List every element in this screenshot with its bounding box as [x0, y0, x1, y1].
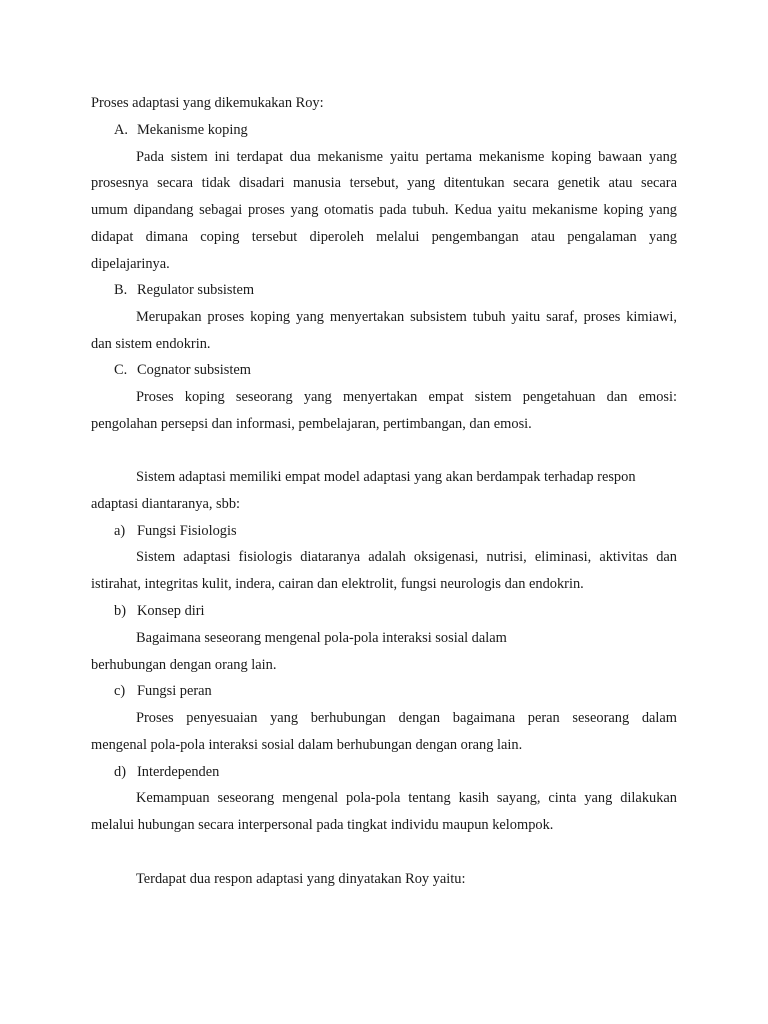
paragraph-line: didapat dimana coping tersebut diperoleh melalui pengembangan atau pengalaman yang	[91, 229, 677, 245]
paragraph-line: istirahat, integritas kulit, indera, cairan dan elektrolit, fungsi neurologis dan endokrin.	[91, 576, 584, 592]
paragraph-line: Bagaimana seseorang mengenal pola-pola interaksi sosial dalam	[136, 630, 507, 646]
section-heading-cognator-subsistem: Cognator subsistem	[137, 362, 251, 378]
list-label-a: A.	[114, 122, 128, 138]
paragraph-line: Sistem adaptasi fisiologis diataranya adalah oksigenasi, nutrisi, eliminasi, aktivitas dan	[136, 549, 677, 565]
list-label-c-lower: c)	[114, 683, 126, 699]
closing-line: Terdapat dua respon adaptasi yang dinyatakan Roy yaitu:	[136, 871, 466, 887]
paragraph-line: Kemampuan seseorang mengenal pola-pola tentang kasih sayang, cinta yang dilakukan	[136, 790, 677, 806]
section-heading-fungsi-fisiologis: Fungsi Fisiologis	[137, 523, 237, 539]
list-label-d-lower: d)	[114, 764, 126, 780]
section-heading-konsep-diri: Konsep diri	[137, 603, 205, 619]
list-label-b-lower: b)	[114, 603, 126, 619]
paragraph-line: berhubungan dengan orang lain.	[91, 657, 277, 673]
paragraph-line: dipelajarinya.	[91, 256, 170, 272]
paragraph-line: Proses koping seseorang yang menyertakan empat sistem pengetahuan dan emosi:	[136, 389, 677, 405]
paragraph-line: Merupakan proses koping yang menyertakan subsistem tubuh yaitu saraf, proses kimiawi,	[136, 309, 677, 325]
paragraph-line: Pada sistem ini terdapat dua mekanisme yaitu pertama mekanisme koping bawaan yang	[136, 149, 677, 165]
paragraph-line: pengolahan persepsi dan informasi, pembelajaran, pertimbangan, dan emosi.	[91, 416, 532, 432]
paragraph-line: prosesnya secara tidak disadari manusia tersebut, yang ditentukan secara genetik atau secara	[91, 175, 677, 191]
list-label-c: C.	[114, 362, 128, 378]
paragraph-line: dan sistem endokrin.	[91, 336, 211, 352]
intro-line: Proses adaptasi yang dikemukakan Roy:	[91, 95, 324, 111]
list-label-b: B.	[114, 282, 128, 298]
paragraph-line: adaptasi diantaranya, sbb:	[91, 496, 241, 512]
paragraph-line: Sistem adaptasi memiliki empat model adaptasi yang akan berdampak terhadap respon	[136, 469, 636, 485]
section-heading-fungsi-peran: Fungsi peran	[137, 683, 212, 699]
paragraph-line: mengenal pola-pola interaksi sosial dalam berhubungan dengan orang lain.	[91, 737, 523, 753]
list-label-a-lower: a)	[114, 523, 126, 539]
section-heading-regulator-subsistem: Regulator subsistem	[137, 282, 255, 298]
paragraph-line: umum dipandang sebagai proses yang otomatis pada tubuh. Kedua yaitu mekanisme koping yang	[91, 202, 677, 218]
section-heading-interdependen: Interdependen	[137, 764, 220, 780]
paragraph-line: melalui hubungan secara interpersonal pada tingkat individu maupun kelompok.	[91, 817, 554, 833]
paragraph-line: Proses penyesuaian yang berhubungan dengan bagaimana peran seseorang dalam	[136, 710, 677, 726]
section-heading-mekanisme-koping: Mekanisme koping	[137, 122, 248, 138]
